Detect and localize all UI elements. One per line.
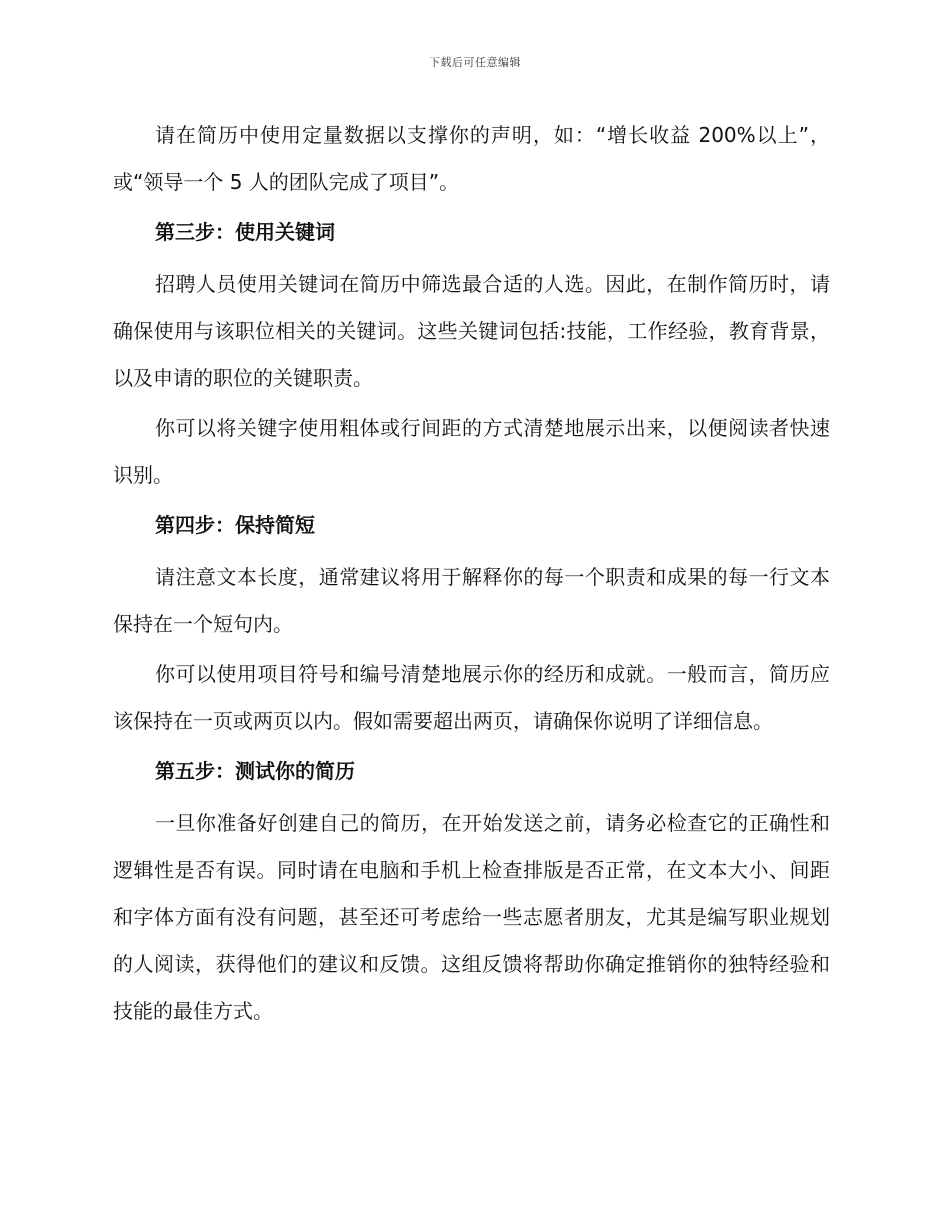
heading-step-three: 第三步：使用关键词	[155, 220, 335, 244]
paragraph-keywords: 招聘人员使用关键词在简历中筛选最合适的人选。因此，在制作简历时，请确保使用与该职位相关的关键词。这些关键词包括:技能，工作经验，教育背景，以及申请的职位的关键职责。	[113, 272, 830, 390]
paragraph-quantify: 请在简历中使用定量数据以支撑你的声明，如：“增长收益 200%以上”，或“领导一个 5 人的团队完成了项目”。	[113, 123, 830, 194]
page-header-note: 下载后可任意编辑	[429, 56, 521, 69]
paragraph-bullets-pages: 你可以使用项目符号和编号清楚地展示你的经历和成就。一般而言，简历应该保持在一页或两页以内。假如需要超出两页，请确保你说明了详细信息。	[113, 662, 830, 733]
heading-step-four: 第四步：保持简短	[155, 513, 315, 537]
document-body	[113, 112, 830, 1038]
paragraph-keywords-display: 你可以将关键字使用粗体或行间距的方式清楚地展示出来，以便阅读者快速识别。	[113, 416, 830, 487]
heading-step-five: 第五步：测试你的简历	[155, 759, 355, 783]
paragraph-testing: 一旦你准备好创建自己的简历，在开始发送之前，请务必检查它的正确性和逻辑性是否有误。同时请在电脑和手机上检查排版是否正常，在文本大小、间距和字体方面有没有问题，甚至还可考虑给一些志愿者朋友，尤其是编写职业规划的人阅读，获得他们的建议和反馈。这组反馈将帮助你确定推销你的独特经验和技能的最佳方式。	[113, 811, 830, 1023]
paragraph-text-length: 请注意文本长度，通常建议将用于解释你的每一个职责和成果的每一行文本保持在一个短句内。	[113, 565, 830, 636]
